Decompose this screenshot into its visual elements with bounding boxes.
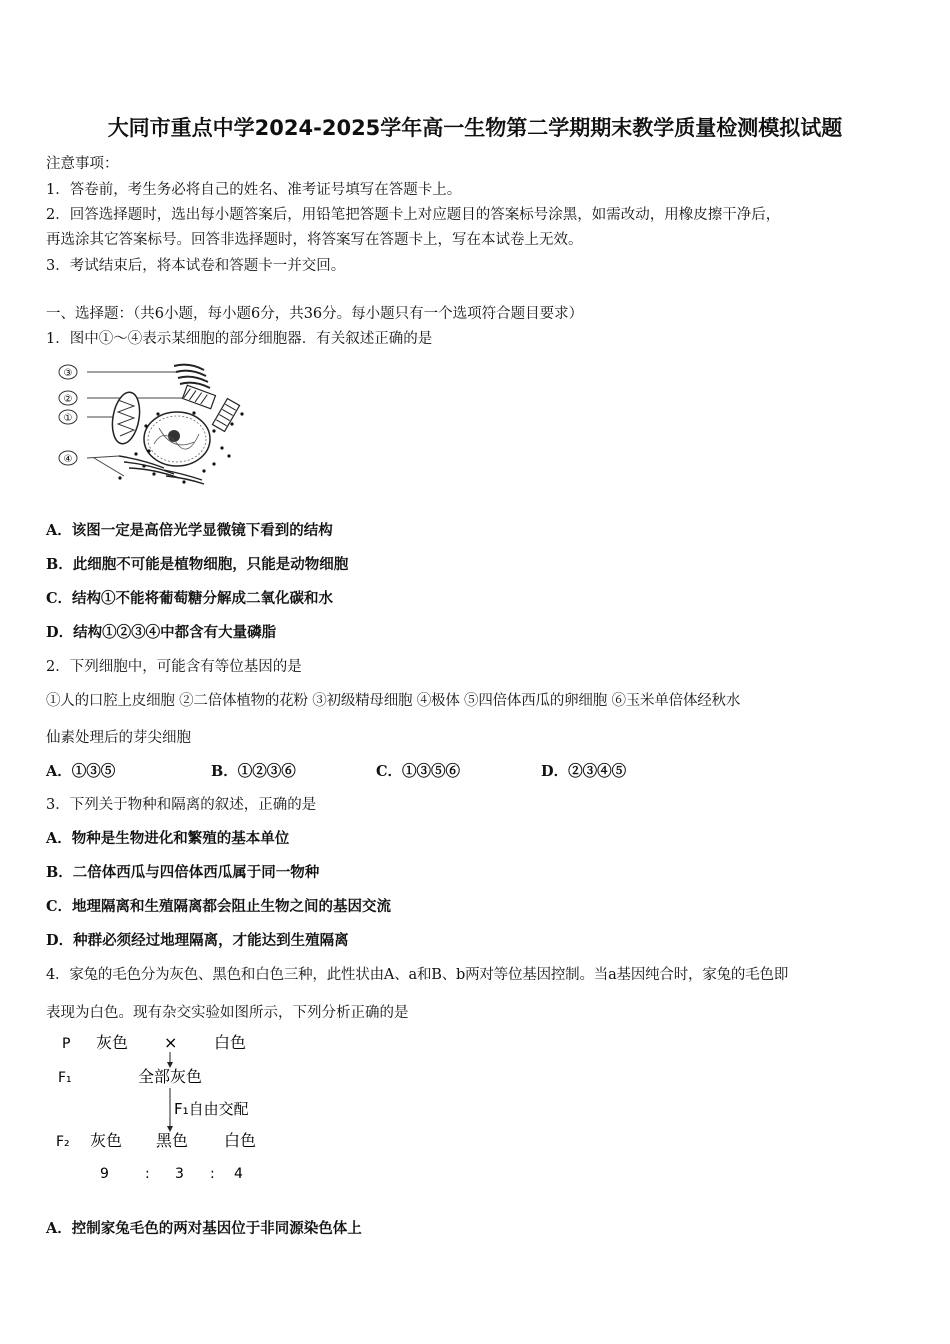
figure-label-3 — [59, 365, 77, 379]
notice-item-3: 3．考试结束后，将本试卷和答题卡一并交回。 — [46, 258, 346, 274]
notice-item-2: 2．回答选择题时，选出每小题答案后，用铅笔把答题卡上对应题目的答案标号涂黑，如需改动，用橡皮擦干净后， — [46, 207, 781, 223]
f1-offspring: 全部灰色 — [138, 1067, 203, 1086]
exam-title: 大同市重点中学2024-2025学年高一生物第二学期期末教学质量检测模拟试题 — [107, 116, 843, 140]
q2-option-d: D．②③④⑤ — [541, 763, 627, 780]
figure-label-2 — [59, 391, 77, 405]
q1-stem: 1．图中①～④表示某细胞的部分细胞器．有关叙述正确的是 — [46, 331, 433, 347]
f1-generation-label: F₁ — [58, 1070, 72, 1086]
cross-diagram — [50, 1030, 290, 1190]
p-parent-white: 白色 — [214, 1033, 247, 1052]
f2-generation-label: F₂ — [56, 1134, 70, 1150]
cross-sign: × — [164, 1033, 178, 1052]
p-generation-label: P — [62, 1036, 71, 1052]
svg-text:①: ① — [63, 413, 73, 424]
notice-heading: 注意事项： — [46, 156, 119, 172]
q2-option-a: A．①③⑤ — [46, 763, 116, 780]
nucleus — [144, 412, 210, 466]
q3-option-a: A．物种是生物进化和繁殖的基本单位 — [46, 830, 290, 847]
q2-option-c: C．①③⑤⑥ — [376, 763, 461, 780]
q4-option-a: A．控制家兔毛色的两对基因位于非同源染色体上 — [46, 1220, 362, 1237]
f2-black: 黑色 — [156, 1131, 189, 1150]
golgi-apparatus — [174, 365, 210, 388]
q2-cell-list: ①人的口腔上皮细胞 ②二倍体植物的花粉 ③初级精母细胞 ④极体 ⑤四倍体西瓜的卵细胞 ⑥玉米单倍体经秋水 — [46, 693, 741, 709]
cell-organelle-figure — [54, 356, 254, 488]
p-parent-gray: 灰色 — [96, 1033, 129, 1052]
svg-text:②: ② — [63, 394, 73, 405]
q3-option-c: C．地理隔离和生殖隔离都会阻止生物之间的基因交流 — [46, 898, 392, 915]
f2-white: 白色 — [224, 1131, 257, 1150]
ratio-black: 3 — [175, 1166, 184, 1182]
section-heading: 一、选择题：（共6小题，每小题6分，共36分。每小题只有一个选项符合题目要求） — [46, 306, 584, 322]
f1-mating-label: F₁自由交配 — [174, 1100, 249, 1118]
figure-label-4 — [59, 451, 77, 465]
f2-gray: 灰色 — [90, 1131, 123, 1150]
q2-option-b: B．①②③⑥ — [211, 763, 296, 780]
notice-item-1: 1．答卷前，考生务必将自己的姓名、准考证号填写在答题卡上。 — [46, 182, 462, 198]
figure-label-1 — [59, 410, 77, 424]
q1-option-c: C．结构①不能将葡萄糖分解成二氧化碳和水 — [46, 590, 334, 607]
q3-option-b: B．二倍体西瓜与四倍体西瓜属于同一物种 — [46, 864, 320, 881]
notice-item-2-cont: 再选涂其它答案标号。回答非选择题时，将答案写在答题卡上，写在本试卷上无效。 — [46, 232, 583, 248]
q2-cell-list-cont: 仙素处理后的芽尖细胞 — [46, 730, 191, 746]
ratio-white: 4 — [234, 1166, 243, 1182]
q1-option-d: D．结构①②③④中都含有大量磷脂 — [46, 624, 277, 641]
svg-text:④: ④ — [63, 454, 73, 465]
ratio-sep-2: : — [210, 1166, 215, 1182]
q3-stem: 3．下列关于物种和隔离的叙述，正确的是 — [46, 797, 317, 813]
q1-option-a: A．该图一定是高倍光学显微镜下看到的结构 — [46, 522, 333, 539]
q4-stem: 4．家兔的毛色分为灰色、黑色和白色三种，此性状由A、a和B、b两对等位基因控制。当a基因纯合时，家兔的毛色即 — [46, 967, 789, 983]
svg-text:③: ③ — [63, 368, 73, 379]
q2-stem: 2．下列细胞中，可能含有等位基因的是 — [46, 659, 302, 675]
q4-stem-cont: 表现为白色。现有杂交实验如图所示，下列分析正确的是 — [46, 1005, 409, 1021]
ratio-sep-1: : — [145, 1166, 150, 1182]
q1-option-b: B．此细胞不可能是植物细胞，只能是动物细胞 — [46, 556, 349, 573]
q3-option-d: D．种群必须经过地理隔离，才能达到生殖隔离 — [46, 932, 349, 949]
ratio-gray: 9 — [100, 1166, 109, 1182]
